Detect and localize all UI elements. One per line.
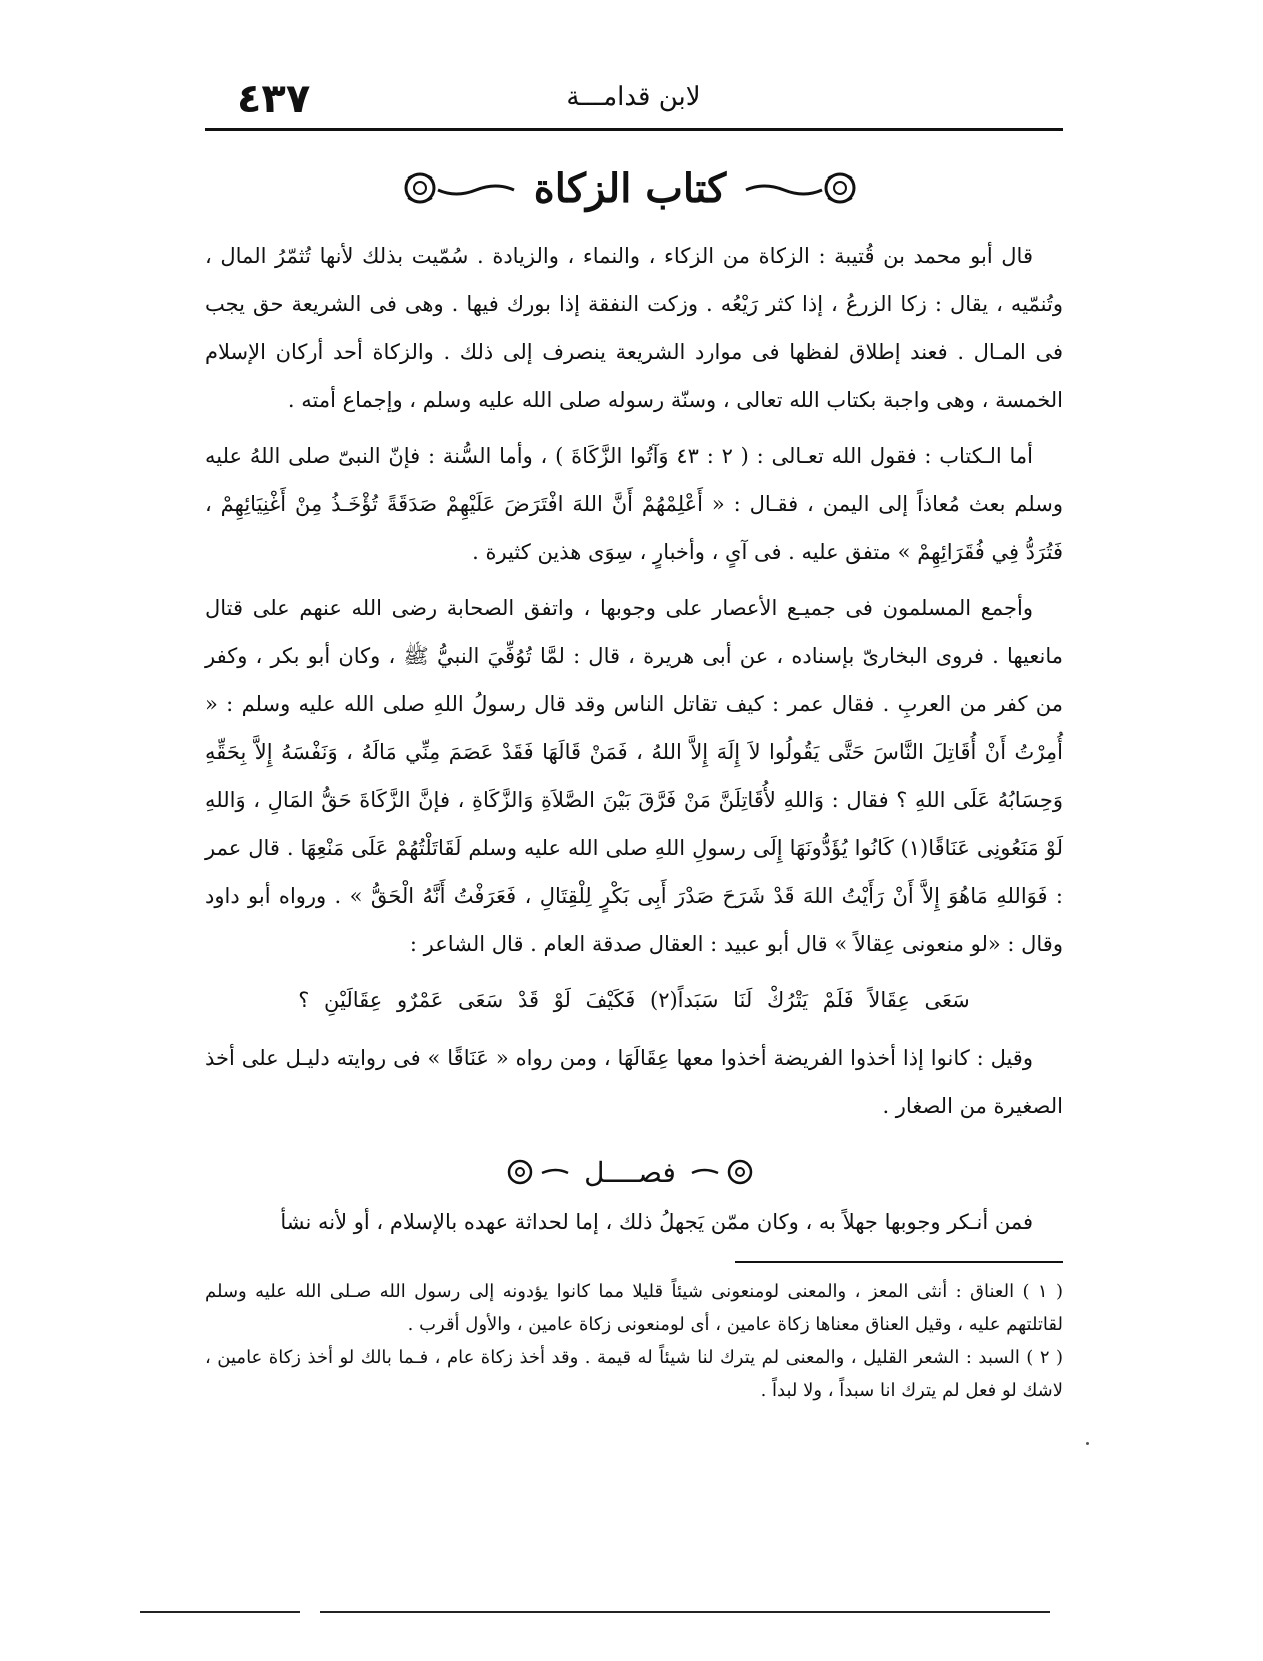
section-text	[205, 1198, 1063, 1254]
section-right-ornament-icon	[500, 1157, 570, 1187]
section-heading-block	[460, 1148, 800, 1196]
footnotes	[205, 1275, 1063, 1407]
bottom-rule-short	[140, 1611, 300, 1613]
header-rule	[205, 128, 1063, 131]
paragraph-consensus: وأجمع المسلمون فى جميـع الأعصار على وجوبها ، واتفق الصحابة رضى الله عنهم على قتال مانعيها . فروى البخارىّ بإسناده ، عن أبى هريرة ، قال : لمَّا تُوُفِّيَ النبيُّ ﷺ ، وكان أبو بكر ، وكفر من كفر من العربِ . فقال عمر : كيف تقاتل الناس وقد قال رسولُ اللهِ صلى الله عليه وسلم : « أُمِرْتُ أَنْ أُقَاتِلَ النَّاسَ حَتَّى يَقُولُوا لاَ إِلَهَ إِلاَّ اللهُ ، فَمَنْ قَالَهَا فَقَدْ عَصَمَ مِنِّي مَالَهُ ، وَنَفْسَهُ إِلاَّ بِحَقِّهِ وَحِسَابُهُ عَلَى اللهِ ؟ فقال : وَاللهِ لأُقَاتِلَنَّ مَنْ فَرَّقَ بَيْنَ الصَّلاَةِ وَالزَّكَاةِ ، فإنَّ الزَّكَاةَ حَقُّ المَالِ ، وَاللهِ لَوْ مَنَعُونِى عَنَاقًا(١) كَانُوا يُؤَدُّونَهَا إِلَى رسولِ اللهِ صلى الله عليه وسلم لَقَاتَلْتُهُمْ عَلَى مَنْعِهَا . قال عمر : فَوَاللهِ مَاهُوَ إِلاَّ أَنْ رَأَيْتُ اللهَ قَدْ شَرَحَ صَدْرَ أَبِى بَكْرٍ لِلْقِتَالِ ، فَعَرَفْتُ أَنَّهُ الْحَقُّ » . ورواه أبو داود وقال : «لو منعونى عِقالاً » قال أبو عبيد : العقال صدقة العام . قال الشاعر :	[205, 596, 1063, 956]
paragraph-evidence: أما الـكتاب : فقول الله تعـالى : ( ٢ : ٤٣ وَآتُوا الزَّكَاةَ ) ، وأما السُّنة : فإنّ النبىّ صلى اللهُ عليه وسلم بعث مُعاذاً إلى اليمن ، فقـال : « أَعْلِمْهُمْ أَنَّ اللهَ افْتَرَضَ عَلَيْهِمْ صَدَقَةً تُؤْخَـذُ مِنْ أَغْنِيَائِهِمْ ، فَتُرَدُّ فِي فُقَرَائِهِمْ » متفق عليه . فى آىٍ ، وأخبارٍ ، سِوَى هذين كثيرة .	[205, 444, 1063, 564]
right-ornament-icon	[396, 168, 516, 208]
poetry-verse: سَعَى عِقَالاً فَلَمْ يَتْرُكْ لَنَا سَبَداً(٢) فَكَيْفَ لَوْ قَدْ سَعَى عَمْرٌو عِقَالَيْنِ ؟	[298, 988, 970, 1012]
page-header	[207, 72, 1060, 130]
main-text	[205, 232, 1063, 1138]
paragraph-definition: قال أبو محمد بن قُتيبة : الزكاة من الزكاء ، والنماء ، والزيادة . سُمّيت بذلك لأنها تُثمّرُ المال ، وتُنمّيه ، يقال : زكا الزرعُ ، إذا كثر رَيْعُه . وزكت النفقة إذا بورك فيها . وهى فى الشريعة حق يجب فى المـال . فعند إطلاق لفظها فى موارد الشريعة ينصرف إلى ذلك . والزكاة أحد أركان الإسلام الخمسة ، وهى واجبة بكتاب الله تعالى ، وسنّة رسوله صلى الله عليه وسلم ، وإجماع أمته .	[205, 244, 1063, 412]
chapter-title-block	[390, 158, 870, 218]
left-ornament-icon	[744, 168, 864, 208]
running-head: لابن قدامـــة	[566, 82, 701, 112]
page-number: ٤٣٧	[237, 76, 311, 122]
footnote-2: ( ٢ ) السبد : الشعر القليل ، والمعنى لم يترك لنا شيئاً له قيمة . وقد أخذ زكاة عام ، فـما بالك لو أخذ زكاة عامين ، لاشك لو فعل لم يترك انا سبداً ، ولا لبداً .	[205, 1347, 1063, 1401]
paragraph-section: فمن أنـكر وجوبها جهلاً به ، وكان ممّن يَجهلُ ذلك ، إما لحداثة عهده بالإسلام ، أو لأنه نشأ	[280, 1210, 1033, 1234]
paragraph-closing: وقيل : كانوا إذا أخذوا الفريضة أخذوا معها عِقَالَهَا ، ومن رواه « عَنَاقًا » فى روايته دليـل على أخذ الصغيرة من الصغار .	[205, 1046, 1063, 1118]
footnote-1: ( ١ ) العناق : أنثى المعز ، والمعنى لومنعونى شيئاً قليلا مما كانوا يؤدونه إلى رسول الله صـلى الله عليه وسلم لقاتلتهم عليه ، وقيل العناق معناها زكاة عامين ، أى لومنعونى زكاة عامين ، والأول أقرب .	[205, 1281, 1063, 1335]
scan-speck	[1086, 1442, 1089, 1445]
section-left-ornament-icon	[690, 1157, 760, 1187]
chapter-title: كتاب الزكاة	[533, 164, 727, 212]
bottom-rule-long	[320, 1611, 1050, 1613]
section-heading: فصــــل	[584, 1155, 676, 1189]
footnote-rule	[735, 1261, 1063, 1263]
